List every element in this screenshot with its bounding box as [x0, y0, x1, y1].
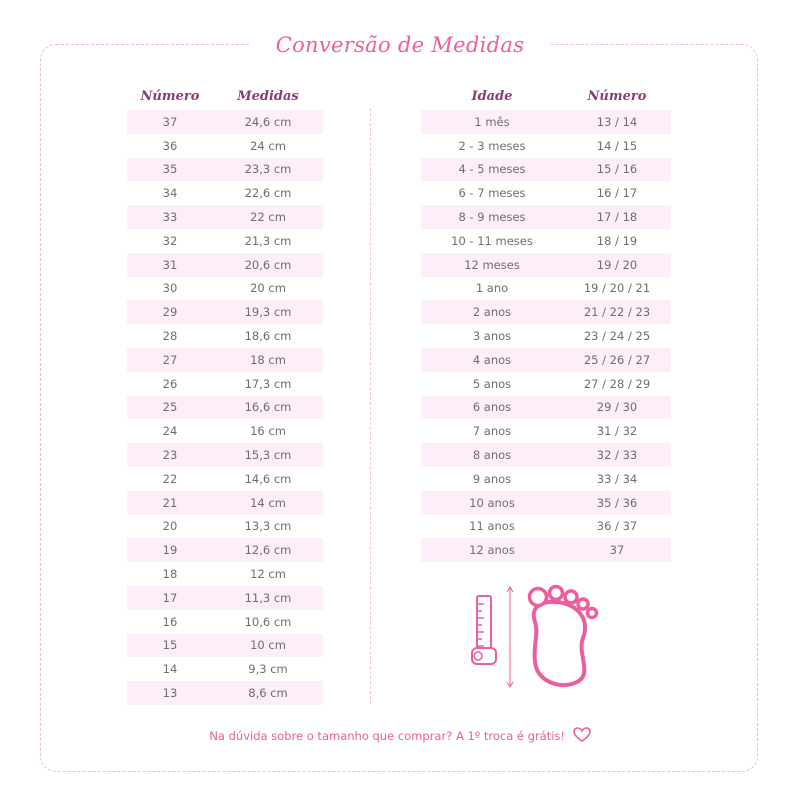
table-cell: 21	[162, 495, 178, 510]
table-row	[127, 443, 323, 467]
table-row	[127, 419, 323, 443]
table-row	[421, 158, 671, 182]
table-cell: 8 - 9 meses	[458, 210, 526, 225]
table-cell: 17,3 cm	[244, 376, 292, 391]
table-row	[421, 110, 671, 134]
table-row	[421, 324, 671, 348]
header-numero: Número	[140, 88, 200, 104]
table-cell: 9 anos	[472, 471, 512, 486]
table-cell: 22,6 cm	[244, 186, 292, 201]
header-idade: Idade	[471, 88, 513, 104]
header-medidas: Medidas	[237, 88, 299, 104]
table-cell: 29 / 30	[596, 400, 638, 415]
table-cell: 22	[162, 471, 178, 486]
table-row	[421, 491, 671, 515]
table-row	[421, 538, 671, 562]
table-cell: 17	[162, 590, 178, 605]
table-row	[421, 253, 671, 277]
table-row	[127, 348, 323, 372]
table-cell: 16,6 cm	[244, 400, 292, 415]
table-cell: 32 / 33	[596, 448, 638, 463]
table-cell: 33	[162, 210, 178, 225]
table-cell: 25	[162, 400, 178, 415]
table-cell: 12 meses	[464, 257, 520, 272]
table-cell: 16	[162, 614, 178, 629]
table-cell: 8,6 cm	[248, 686, 288, 701]
table-cell: 23 / 24 / 25	[583, 329, 651, 344]
table-row	[127, 467, 323, 491]
table-cell: 14 / 15	[596, 138, 638, 153]
table-cell: 14	[162, 662, 178, 677]
table-cell: 21,3 cm	[244, 233, 292, 248]
table-cell: 23	[162, 448, 178, 463]
table-row	[127, 586, 323, 610]
table-row	[127, 229, 323, 253]
table-cell: 16 / 17	[596, 186, 638, 201]
table-cell: 27	[162, 352, 178, 367]
table-cell: 18,6 cm	[244, 329, 292, 344]
table-cell: 20	[162, 519, 178, 534]
table-row	[421, 467, 671, 491]
table-row	[127, 300, 323, 324]
table-row	[421, 134, 671, 158]
table-row	[421, 181, 671, 205]
table-row	[127, 253, 323, 277]
table-cell: 4 anos	[472, 352, 512, 367]
table-cell: 37	[162, 114, 178, 129]
table-cell: 24,6 cm	[244, 114, 292, 129]
table-cell: 23,3 cm	[244, 162, 292, 177]
table-cell: 20,6 cm	[244, 257, 292, 272]
table-cell: 1 ano	[475, 281, 509, 296]
page-title: Conversão de Medidas	[250, 28, 550, 62]
table-row	[127, 372, 323, 396]
table-cell: 14,6 cm	[244, 471, 292, 486]
table-cell: 35	[162, 162, 178, 177]
table-cell: 3 anos	[472, 329, 512, 344]
table-cell: 15	[162, 638, 178, 653]
table-row	[421, 300, 671, 324]
table-cell: 14 cm	[250, 495, 286, 510]
table-row	[127, 681, 323, 705]
table-row	[127, 396, 323, 420]
table-cell: 18	[162, 567, 178, 582]
table-row	[421, 515, 671, 539]
table-cell: 19 / 20 / 21	[583, 281, 651, 296]
table-row	[127, 134, 323, 158]
table-cell: 31 / 32	[596, 424, 638, 439]
table-body	[127, 110, 323, 705]
table-cell: 33 / 34	[596, 471, 638, 486]
table-row	[127, 205, 323, 229]
table-cell: 17 / 18	[596, 210, 638, 225]
table-cell: 5 anos	[472, 376, 512, 391]
table-cell: 22 cm	[250, 210, 286, 225]
heart-icon	[573, 727, 591, 746]
table-row	[127, 610, 323, 634]
table-cell: 35 / 36	[596, 495, 638, 510]
table-cell: 24	[162, 424, 178, 439]
size-measure-table	[127, 84, 323, 705]
table-cell: 10 anos	[469, 495, 515, 510]
table-row	[421, 396, 671, 420]
table-cell: 19,3 cm	[244, 305, 292, 320]
table-row	[127, 657, 323, 681]
table-cell: 31	[162, 257, 178, 272]
table-cell: 13 / 14	[596, 114, 638, 129]
table-cell: 6 anos	[472, 400, 512, 415]
table-cell: 13	[162, 686, 178, 701]
table-row	[127, 634, 323, 658]
table-cell: 8 anos	[472, 448, 512, 463]
table-cell: 16 cm	[250, 424, 286, 439]
table-cell: 19 / 20	[596, 257, 638, 272]
table-row	[421, 348, 671, 372]
table-cell: 11,3 cm	[244, 590, 292, 605]
header-numero: Número	[587, 88, 647, 104]
table-row	[421, 277, 671, 301]
table-cell: 11 anos	[469, 519, 515, 534]
table-cell: 34	[162, 186, 178, 201]
table-cell: 32	[162, 233, 178, 248]
foot-ruler-icon	[465, 578, 625, 697]
table-cell: 36	[162, 138, 178, 153]
table-cell: 37	[609, 543, 625, 558]
table-row	[421, 205, 671, 229]
table-row	[127, 277, 323, 301]
table-cell: 2 anos	[472, 305, 512, 320]
table-cell: 9,3 cm	[248, 662, 288, 677]
table-row	[127, 158, 323, 182]
table-cell: 28	[162, 329, 178, 344]
table-cell: 12 anos	[469, 543, 515, 558]
footer-text: Na dúvida sobre o tamanho que comprar? A 1º troca é grátis!	[209, 729, 566, 743]
table-row	[127, 491, 323, 515]
table-cell: 18 cm	[250, 352, 286, 367]
table-cell: 10 - 11 meses	[451, 233, 533, 248]
table-cell: 1 mês	[474, 114, 510, 129]
table-row	[127, 538, 323, 562]
table-cell: 15 / 16	[596, 162, 638, 177]
table-cell: 10 cm	[250, 638, 286, 653]
table-cell: 21 / 22 / 23	[583, 305, 651, 320]
table-header	[127, 84, 323, 108]
table-row	[421, 229, 671, 253]
table-row	[127, 181, 323, 205]
table-cell: 12 cm	[250, 567, 286, 582]
table-cell: 7 anos	[472, 424, 512, 439]
table-cell: 19	[162, 543, 178, 558]
table-row	[127, 110, 323, 134]
table-cell: 30	[162, 281, 178, 296]
table-body	[421, 110, 671, 562]
table-cell: 2 - 3 meses	[458, 138, 526, 153]
table-cell: 10,6 cm	[244, 614, 292, 629]
table-cell: 13,3 cm	[244, 519, 292, 534]
table-row	[127, 562, 323, 586]
table-row	[127, 515, 323, 539]
table-cell: 26	[162, 376, 178, 391]
table-cell: 29	[162, 305, 178, 320]
table-cell: 12,6 cm	[244, 543, 292, 558]
table-cell: 24 cm	[250, 138, 286, 153]
footer-note	[150, 727, 650, 746]
table-row	[127, 324, 323, 348]
table-row	[421, 372, 671, 396]
table-cell: 4 - 5 meses	[458, 162, 526, 177]
age-size-table	[421, 84, 671, 562]
table-header	[421, 84, 671, 108]
table-cell: 20 cm	[250, 281, 286, 296]
table-cell: 27 / 28 / 29	[583, 376, 651, 391]
table-row	[421, 419, 671, 443]
table-cell: 36 / 37	[596, 519, 638, 534]
table-cell: 18 / 19	[596, 233, 638, 248]
table-cell: 6 - 7 meses	[458, 186, 526, 201]
table-cell: 15,3 cm	[244, 448, 292, 463]
column-divider	[370, 108, 371, 704]
table-cell: 25 / 26 / 27	[583, 352, 651, 367]
table-row	[421, 443, 671, 467]
